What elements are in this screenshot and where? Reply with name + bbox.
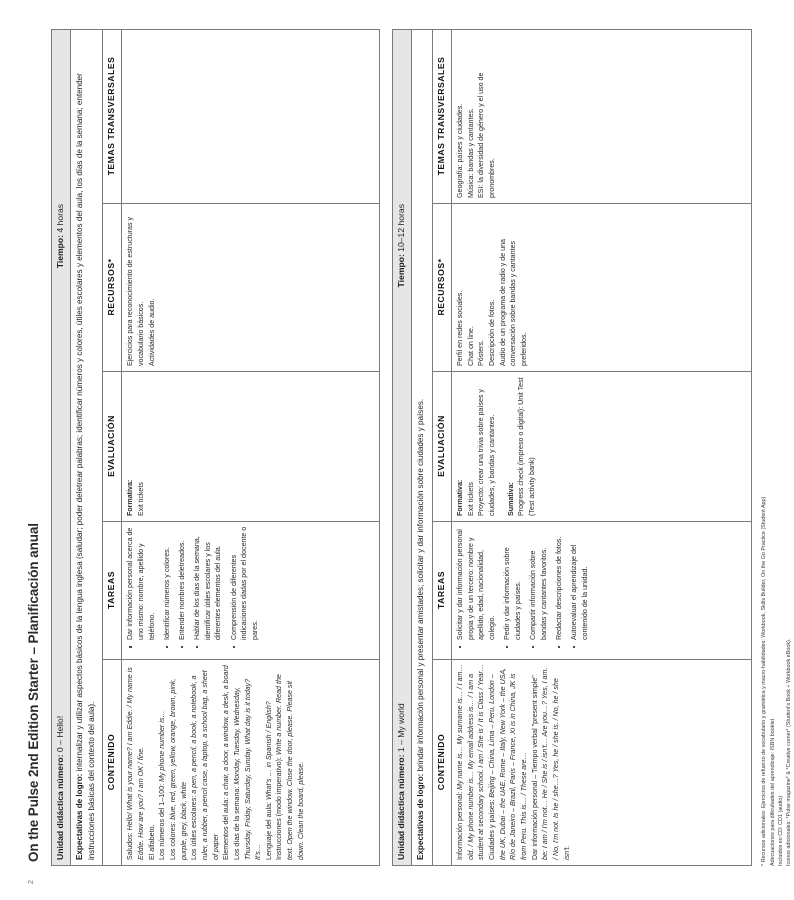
evaluacion-cell — [122, 372, 380, 522]
evaluacion-cell — [452, 372, 752, 522]
contenido-line — [221, 664, 232, 860]
list-line: Pósters. — [477, 339, 486, 366]
expectativas-text: internalizar y utilizar aspectos básicos de la lengua inglesa (saludar; poder deletrear palabras; identificar números y colores, útiles escolares y elementos del aula, los días de la semana; entender instrucciones básicas del contexto del aula). — [75, 73, 96, 860]
evaluacion-label: Sumativa: — [506, 482, 515, 516]
expectativas-row — [71, 29, 103, 865]
tareas-list — [455, 526, 590, 654]
column-header-temas: TEMAS TRANSVERSALES — [103, 29, 122, 203]
expectativas-row — [412, 29, 433, 865]
unit-value: 1 – My world — [396, 703, 407, 753]
list-item: Compartir información sobre bandas y cantantes favoritos. — [528, 526, 549, 646]
expectativas-cell — [412, 29, 433, 865]
column-header-evaluacion: EVALUACIÓN — [433, 372, 452, 522]
contenido-en: What's … in Spanish / English? — [264, 701, 273, 801]
tareas-cell — [452, 522, 752, 660]
contenido-es: Los números del 1–100: — [158, 781, 167, 860]
unit-banner-row — [52, 29, 71, 865]
evaluacion-list — [125, 376, 146, 516]
contenido-es: Dar información personal – Tiempo verbal "present simple" — [530, 675, 539, 860]
page-title: On the Pulse 2nd Edition Starter – Planificación anual — [26, 523, 41, 862]
contenido-line — [264, 664, 275, 860]
footnote-line: Adecuaciones para dificultades del aprendizaje: ISBN booklet — [769, 718, 776, 866]
contenido-line — [530, 664, 573, 860]
temas-cell — [452, 29, 752, 203]
unit-body-row — [122, 29, 380, 865]
expectativas-label: Expectativas de logro: — [416, 773, 426, 860]
contenido-es: Los útiles escolares: — [190, 793, 199, 860]
list-item: Dar información personal acerca de uno mismo: nombre, apellido y teléfono. — [125, 526, 157, 646]
contenido-en: My phone number is… — [158, 710, 167, 782]
unit-value: 0 – Hello! — [55, 715, 65, 753]
unit-banner — [393, 29, 412, 865]
expectativas-cell — [71, 29, 103, 865]
evaluacion-label: Formativa: — [126, 479, 135, 516]
list-item: Identificar números y colores. — [162, 526, 173, 646]
expectativas-label: Expectativas de logro: — [75, 773, 84, 860]
footnote-line: * Recursos adicionales: Ejercicios de refuerzo de vocabulario y gramática y macro-habilidades: Workbook, Skills Builder, On the Go Practice (Student App) — [761, 496, 768, 866]
contenido-en: Beijing – China, Lima – Peru, London – the UK, Dubai – the UAE, Rome – Italy, New York – the USA, Río de Janeiro – Brazil, Paris – France, Xi is in China, JK is from Peru. This is… / These are… — [488, 667, 529, 860]
contenido-line — [157, 664, 168, 860]
column-header-row — [433, 29, 452, 865]
contenido-line — [487, 664, 530, 860]
contenido-line — [455, 664, 487, 860]
tareas-cell — [122, 522, 380, 660]
list-line: Perfil en redes sociales. — [456, 290, 465, 366]
column-header-row — [103, 29, 122, 865]
list-item: Autoevaluar el aprendizaje del contenido de la unidad. — [569, 526, 590, 646]
list-item: Comprensión de diferentes indicaciones dadas por el docente o pares. — [229, 526, 261, 646]
column-header-recursos: RECURSOS* — [103, 204, 122, 372]
unit-label: Unidad didáctica número: — [396, 754, 407, 860]
column-header-temas: TEMAS TRANSVERSALES — [433, 29, 452, 203]
list-line: Audio de un programa de radio y de una conversación sobre bandas y cantantes preferidos. — [498, 239, 529, 366]
unit-label: Unidad didáctica número: — [55, 754, 65, 860]
evaluacion-line: Proyecto: crear una trivia sobre países y ciudades, y bandas y cantantes. — [477, 389, 497, 516]
contenido-en: Monday, Tuesday, Wednesday, Thursday, Friday, Saturday, Sunday. What day is it today? It's… — [232, 678, 263, 860]
contenido-en: blue, red, green, yellow, orange, brown, pink, purple, grey, black, white — [169, 678, 188, 860]
unit-table-1 — [392, 29, 752, 866]
evaluacion-line: Progress check (impreso o digital): Unit Test (Test activity bank) — [517, 377, 537, 516]
temas-list — [455, 34, 498, 198]
list-line: Chat on line. — [466, 326, 475, 366]
contenido-cell — [122, 660, 380, 866]
contenido-cell — [452, 660, 752, 866]
contenido-line — [189, 664, 221, 860]
temas-cell — [122, 29, 380, 203]
unit-body-row — [452, 29, 752, 865]
evaluacion-label: Formativa: — [456, 479, 465, 516]
contenido-es: Elementos del aula: — [222, 795, 231, 860]
footnote-line: Incluidos en CD: CD1 (audio) — [777, 795, 784, 866]
contenido-line — [168, 664, 189, 860]
contenido-en: a chair, a door, a window, a desk, a board — [222, 665, 231, 796]
contenido-en: a pen, a pencil, a book, a notebook, a ruler, a rubber, a pencil case, a laptop, a school bag, a sheet of paper — [190, 670, 220, 860]
evaluacion-group — [125, 376, 146, 516]
contenido-list — [125, 664, 306, 860]
list-line: Actividades de audio. — [147, 298, 156, 366]
list-item: Entender nombres deletreados. — [177, 526, 188, 646]
list-item: Pedir y dar información sobre ciudades y países. — [502, 526, 523, 646]
expectativas-text: brindar información personal y presentar amistades; solicitar y dar información sobre ciudades y países. — [416, 398, 426, 772]
tiempo-value: 4 horas — [55, 203, 65, 233]
contenido-en: Hello! What is your name? I am Eddie. / My name is Eddie. How are you? I am OK / fine. — [126, 667, 146, 860]
page-number: 2 — [28, 880, 35, 884]
tiempo-label: Tiempo: — [55, 235, 65, 269]
column-header-contenido: CONTENIDO — [103, 660, 122, 866]
unit-banner-row — [393, 29, 412, 865]
list-item: Hablar de los días de la semana, identificar útiles escolares y los diferentes elementos del aula. — [192, 526, 224, 646]
evaluacion-list — [455, 376, 537, 516]
list-item: Solicitar y dar información personal propia y de un tercero: nombre y apellido, edad, nacionalidad, colegio. — [455, 526, 498, 646]
evaluacion-line: Exit tickets — [137, 482, 146, 516]
column-header-contenido: CONTENIDO — [433, 660, 452, 866]
contenido-es: Instrucciones (modo imperativo): — [275, 755, 284, 860]
column-header-evaluacion: EVALUACIÓN — [103, 372, 122, 522]
column-header-tareas: TAREAS — [433, 522, 452, 660]
contenido-es: Los colores: — [169, 819, 178, 860]
list-line: Ejercicios para reconocimiento de estructuras y vocabulario básicos. — [126, 216, 146, 366]
list-line: Música: bandas y cantantes. — [466, 108, 475, 198]
recursos-list — [455, 208, 529, 366]
footnote-line: Iconos adicionales: *Pulse magazine* & *Creative corner* (Student's Book + Workbook eBook). — [786, 638, 793, 866]
contenido-list — [455, 664, 572, 860]
contenido-line — [147, 664, 158, 860]
contenido-es: Saludos: — [126, 830, 135, 860]
contenido-es: Información personal: — [456, 789, 465, 860]
contenido-es: Lenguaje del aula: — [264, 800, 273, 860]
list-line: ESI: la diversidad de género y el uso de pronombres. — [477, 72, 497, 198]
contenido-en: My name is… My surname is… / I am… old. / My phone number is… My email address is… / I am a student at secondary school. I am / She is / It is Class / Year… — [456, 664, 486, 860]
footnotes — [760, 306, 794, 866]
recursos-cell — [452, 204, 752, 372]
evaluacion-group — [506, 376, 538, 516]
tiempo-value: 10–12 horas — [396, 203, 407, 252]
evaluacion-group — [455, 376, 498, 516]
contenido-en: Write a number. Read the text. Open the window. Close the door, please. Please sit down. Clean the board, please. — [275, 674, 305, 860]
contenido-es: Ciudades y países: — [488, 797, 497, 860]
list-line: Descripción de fotos. — [488, 299, 497, 366]
column-header-recursos: RECURSOS* — [433, 204, 452, 372]
contenido-es: El alfabeto. — [147, 824, 156, 860]
recursos-list — [125, 208, 157, 366]
contenido-es: Los días de la semana: — [232, 784, 241, 860]
contenido-line — [274, 664, 306, 860]
contenido-line — [232, 664, 264, 860]
tiempo-label: Tiempo: — [396, 254, 407, 288]
unit-banner — [52, 29, 71, 865]
evaluacion-line: Exit tickets — [466, 482, 475, 516]
list-line: Geografía: países y ciudades. — [456, 103, 465, 198]
list-item: Redactar descripciones de fotos. — [554, 526, 565, 646]
tareas-list — [125, 526, 260, 654]
contenido-en: be: I am / I'm not… He / She is / isn't… Are you…? Yes, I am. / No, I'm not. Is he / she…? Yes, he / she is. / No, he / she isn't. — [541, 667, 571, 860]
column-header-tareas: TAREAS — [103, 522, 122, 660]
contenido-line — [125, 664, 146, 860]
recursos-cell — [122, 204, 380, 372]
unit-table-0 — [51, 29, 380, 866]
